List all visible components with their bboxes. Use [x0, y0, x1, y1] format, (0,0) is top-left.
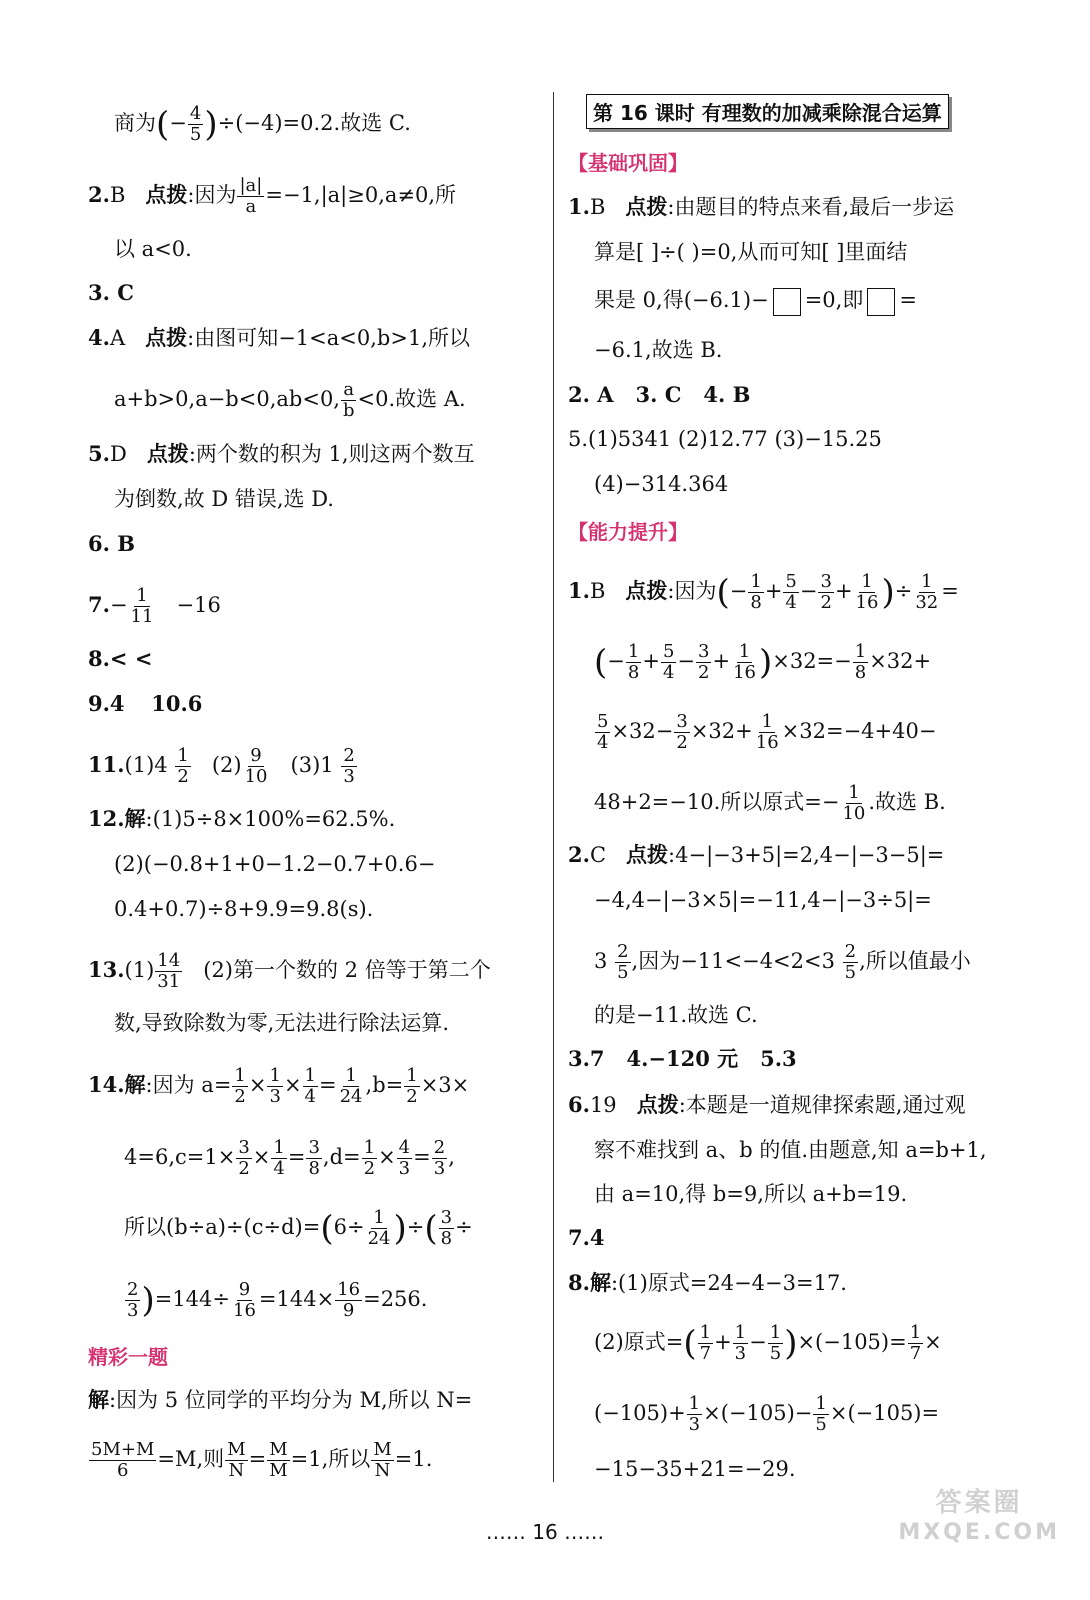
watermark: 答案圈 MXQE.COM	[898, 1488, 1060, 1545]
column-divider	[553, 92, 554, 1482]
section-nengli: 【能力提升】	[568, 520, 688, 544]
page-number: …… 16 ……	[485, 1520, 605, 1544]
advanced-answers-3-5: 3.7 4.−120 元 5.3	[568, 1046, 797, 1071]
jingcai-solution: 解:因为 5 位同学的平均分为 M,所以 N=	[88, 1387, 473, 1412]
answer-4-line2: a+b>0,a−b<0,ab<0, $\frac{a}{b}$ <0.故选 A.	[114, 379, 466, 421]
answer-14-line3: 所以(b÷a)÷(c÷d)=(6÷ $\frac{1}{24}$ )÷( $\frac{3}{8}$ ÷	[124, 1207, 473, 1249]
advanced-answer-1: 1.B 点拨:因为(− $\frac{1}{8}$ + $\frac{5}{4}$ − $\frac{3}{2}$ + $\frac{1}{16}$ )÷ $\frac{1}{32}$ =	[568, 571, 959, 613]
answer-5-line2: 为倒数,故 D 错误,选 D.	[114, 487, 334, 511]
advanced-answer-1-line3: $\frac{5}{4}$ ×32− $\frac{3}{2}$ ×32+ $\frac{1}{16}$ ×32=−4+40−	[597, 711, 937, 753]
answer-6: 6. B	[88, 531, 135, 556]
answer-9-10: 9.4 10.6	[88, 691, 203, 716]
advanced-answer-6-line3: 由 a=10,得 b=9,所以 a+b=19.	[594, 1182, 908, 1206]
answer-4: 4.A 点拨:由图可知−1<a<0,b>1,所以	[88, 325, 470, 350]
advanced-answer-6: 6.19 点拨:本题是一道规律探索题,通过观	[568, 1092, 966, 1117]
advanced-answer-1-line4: 48+2=−10.所以原式=− $\frac{1}{10}$ .故选 B.	[594, 782, 946, 824]
answer-2-line2: 以 a<0.	[114, 237, 192, 261]
answer-1-continued: 商为(− $\frac{4}{5}$ )÷(−4)=0.2.故选 C.	[114, 103, 411, 145]
advanced-answer-1-line2: (− $\frac{1}{8}$ + $\frac{5}{4}$ − $\frac{3}{2}$ + $\frac{1}{16}$ )×32=− $\frac{1}{8}$ ×32+	[594, 641, 932, 683]
answer-14-line2: 4=6,c=1× $\frac{3}{2}$ × $\frac{1}{4}$ = $\frac{3}{8}$ ,d= $\frac{1}{2}$ × $\frac{4}{3}$ = $\frac{2}{3}$ ,	[124, 1137, 455, 1179]
answer-12: 12.解:(1)5÷8×100%=62.5%.	[88, 806, 396, 831]
advanced-answer-6-line2: 察不难找到 a、b 的值.由题意,知 a=b+1,	[594, 1138, 987, 1162]
advanced-answer-7: 7.4	[568, 1225, 605, 1250]
advanced-answer-2-line2: −4,4−|−3×5|=−11,4−|−3÷5|=	[594, 888, 932, 912]
advanced-answer-8-line3: (−105)+ $\frac{1}{3}$ ×(−105)− $\frac{1}{5}$ ×(−105)=	[594, 1393, 940, 1435]
answer-2: 2.B 点拨:因为 $\frac{|a|}{a}$ =−1,|a|≥0,a≠0,所	[88, 175, 457, 217]
basic-answer-1-line4: −6.1,故选 B.	[594, 338, 723, 362]
section-jingcai: 精彩一题	[88, 1345, 168, 1369]
answer-5: 5.D 点拨:两个数的积为 1,则这两个数互	[88, 441, 475, 466]
basic-answer-5: 5.(1)5341 (2)12.77 (3)−15.25	[568, 427, 882, 451]
advanced-answer-2-line3: 3 $\frac{2}{5}$ ,因为−11<−4<2<3 $\frac{2}{5}$ ,所以值最小	[594, 941, 971, 983]
answer-12-line2: (2)(−0.8+1+0−1.2−0.7+0.6−	[114, 852, 436, 876]
answer-11: 11.(1)4 $\frac{1}{2}$ (2) $\frac{9}{10}$ (3)1 $\frac{2}{3}$	[88, 745, 355, 787]
answer-3: 3. C	[88, 280, 134, 305]
answer-8: 8.< <	[88, 646, 153, 671]
answer-14-line4: $\frac{2}{3}$ )=144÷ $\frac{9}{16}$ =144× $\frac{16}{9}$ =256.	[127, 1279, 428, 1321]
advanced-answer-8-line4: −15−35+21=−29.	[594, 1457, 796, 1481]
blank-box	[773, 288, 801, 316]
advanced-answer-8-line2: (2)原式=( $\frac{1}{7}$ + $\frac{1}{3}$ − $\frac{1}{5}$ )×(−105)= $\frac{1}{7}$ ×	[594, 1322, 942, 1364]
basic-answer-1: 1.B 点拨:由题目的特点来看,最后一步运	[568, 194, 955, 219]
lesson-title: 第 16 课时 有理数的加减乘除混合运算	[586, 94, 949, 129]
basic-answers-2-4: 2. A 3. C 4. B	[568, 382, 751, 407]
basic-answer-5-line2: (4)−314.364	[594, 472, 729, 496]
answer-12-line3: 0.4+0.7)÷8+9.9=9.8(s).	[114, 897, 374, 921]
advanced-answer-8: 8.解:(1)原式=24−4−3=17.	[568, 1270, 847, 1295]
answer-14: 14.解:因为 a= $\frac{1}{2}$ × $\frac{1}{3}$ × $\frac{1}{4}$ = $\frac{1}{24}$ ,b= $\frac{1}{2}$ ×3×	[88, 1065, 470, 1107]
advanced-answer-2-line4: 的是−11.故选 C.	[594, 1003, 758, 1027]
blank-box	[867, 288, 895, 316]
answer-7: 7.− $\frac{1}{11}$ −16	[88, 585, 221, 627]
jingcai-solution-line2: $\frac{5M+M}{6}$ =M,则 $\frac{M}{N}$ = $\frac{M}{M}$ =1,所以 $\frac{M}{N}$ =1.	[91, 1439, 433, 1481]
answer-13-line2: 数,导致除数为零,无法进行除法运算.	[114, 1011, 450, 1035]
basic-answer-1-line3: 果是 0,得(−6.1)− =0,即 =	[594, 285, 917, 316]
answer-13: 13.(1) $\frac{14}{31}$ (2)第一个数的 2 倍等于第二个	[88, 950, 491, 992]
section-jichu: 【基础巩固】	[568, 151, 688, 175]
advanced-answer-2: 2.C 点拨:4−|−3+5|=2,4−|−3−5|=	[568, 842, 945, 867]
basic-answer-1-line2: 算是[ ]÷( )=0,从而可知[ ]里面结	[594, 240, 908, 264]
